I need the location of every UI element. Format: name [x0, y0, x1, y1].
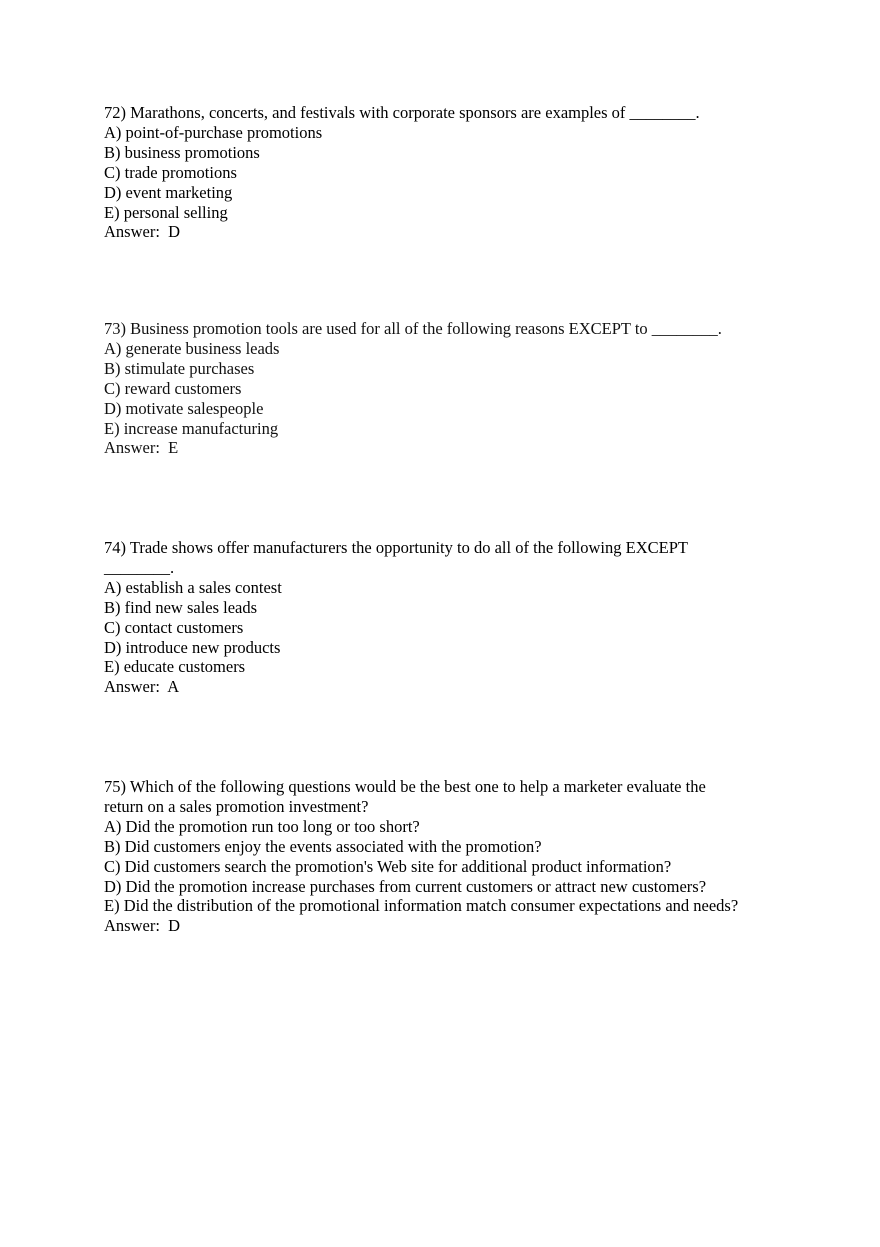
answer-option: C) trade promotions [104, 162, 237, 182]
answer-option: B) business promotions [104, 142, 260, 162]
question-stem: 75) Which of the following questions would be the best one to help a marketer evaluate the return on a sales promotion investment? [104, 777, 706, 816]
question-72 [104, 103, 794, 242]
answer-option: C) Did customers search the promotion's Web site for additional product information? [104, 856, 672, 876]
answer-option: C) reward customers [104, 378, 242, 398]
answer-option: A) point-of-purchase promotions [104, 122, 323, 142]
answer-option: C) contact customers [104, 617, 244, 637]
answer-option: B) Did customers enjoy the events associated with the promotion? [104, 836, 542, 856]
question-73 [104, 319, 794, 458]
answer-key: Answer: A [104, 677, 180, 697]
answer-key: Answer: E [104, 438, 179, 458]
answer-option: A) Did the promotion run too long or too short? [104, 816, 420, 836]
answer-option: B) find new sales leads [104, 597, 258, 617]
answer-key: Answer: D [104, 916, 181, 936]
question-75 [104, 777, 784, 936]
answer-option: D) event marketing [104, 182, 233, 202]
answer-option: E) increase manufacturing [104, 418, 279, 438]
question-74 [104, 538, 744, 697]
question-stem: 73) Business promotion tools are used for all of the following reasons EXCEPT to ________. [104, 319, 722, 338]
answer-option: E) educate customers [104, 657, 246, 677]
answer-key: Answer: D [104, 222, 181, 242]
answer-option: E) Did the distribution of the promotional information match consumer expectations and needs? [104, 896, 739, 916]
answer-option: D) Did the promotion increase purchases from current customers or attract new customers? [104, 876, 707, 896]
answer-option: B) stimulate purchases [104, 358, 255, 378]
answer-option: A) generate business leads [104, 338, 280, 358]
answer-option: A) establish a sales contest [104, 577, 282, 597]
question-stem: 74) Trade shows offer manufacturers the opportunity to do all of the following EXCEPT ________. [104, 538, 688, 577]
answer-option: E) personal selling [104, 202, 228, 222]
answer-option: D) introduce new products [104, 637, 281, 657]
question-stem: 72) Marathons, concerts, and festivals with corporate sponsors are examples of ________. [104, 103, 700, 122]
answer-option: D) motivate salespeople [104, 398, 264, 418]
